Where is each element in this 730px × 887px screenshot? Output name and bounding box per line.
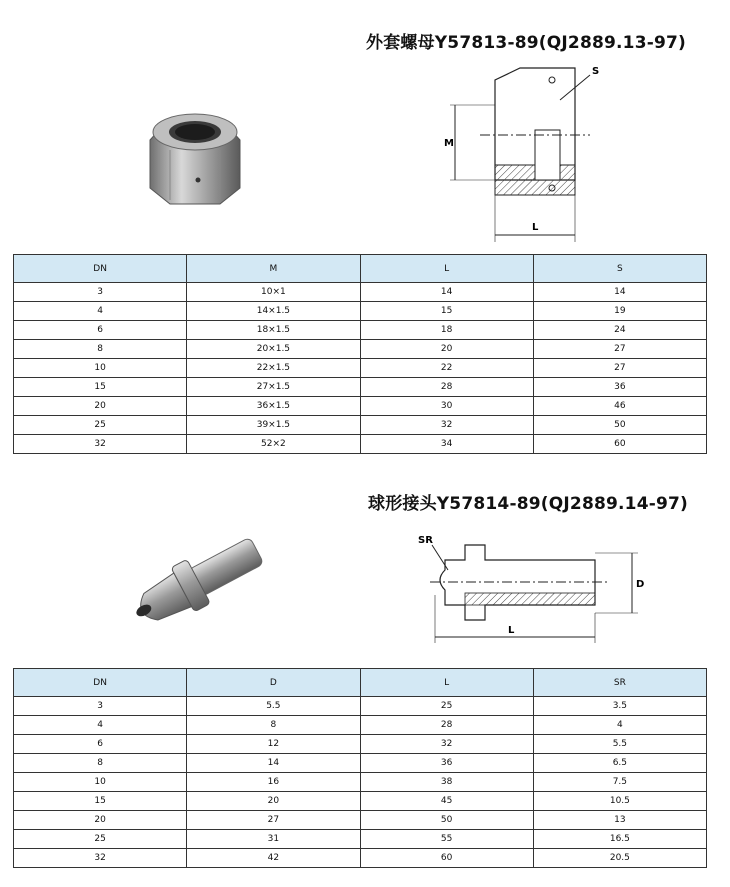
cell: 25 bbox=[14, 416, 187, 435]
cell: 46 bbox=[533, 397, 706, 416]
cell: 6.5 bbox=[533, 754, 706, 773]
header-cell: DN bbox=[14, 255, 187, 283]
cell: 20 bbox=[360, 340, 533, 359]
cell: 20.5 bbox=[533, 849, 706, 868]
cell: 52×2 bbox=[187, 435, 360, 454]
header-cell: SR bbox=[533, 669, 706, 697]
cell: 27×1.5 bbox=[187, 378, 360, 397]
ball-joint-spec-table bbox=[13, 668, 707, 868]
cell: 45 bbox=[360, 792, 533, 811]
cell: 4 bbox=[533, 716, 706, 735]
cell: 10 bbox=[14, 773, 187, 792]
table-row bbox=[14, 773, 707, 792]
cell: 7.5 bbox=[533, 773, 706, 792]
cell: 28 bbox=[360, 716, 533, 735]
cell: 22 bbox=[360, 359, 533, 378]
cell: 39×1.5 bbox=[187, 416, 360, 435]
cell: 27 bbox=[187, 811, 360, 830]
ball-joint-section-title: 球形接头Y57814-89(QJ2889.14-97) bbox=[368, 494, 689, 514]
table-row bbox=[14, 754, 707, 773]
cell: 36 bbox=[533, 378, 706, 397]
cell: 22×1.5 bbox=[187, 359, 360, 378]
nut-drawing bbox=[440, 60, 620, 250]
cell: 32 bbox=[360, 735, 533, 754]
cell: 36 bbox=[360, 754, 533, 773]
cell: 30 bbox=[360, 397, 533, 416]
header-cell: L bbox=[360, 255, 533, 283]
cell: 8 bbox=[187, 716, 360, 735]
cell: 5.5 bbox=[533, 735, 706, 754]
table-row bbox=[14, 830, 707, 849]
cell: 16.5 bbox=[533, 830, 706, 849]
cell: 25 bbox=[14, 830, 187, 849]
table-row bbox=[14, 416, 707, 435]
cell: 13 bbox=[533, 811, 706, 830]
table-row bbox=[14, 397, 707, 416]
cell: 20×1.5 bbox=[187, 340, 360, 359]
cell: 24 bbox=[533, 321, 706, 340]
cell: 6 bbox=[14, 735, 187, 754]
table-row bbox=[14, 302, 707, 321]
cell: 15 bbox=[14, 378, 187, 397]
table-row bbox=[14, 435, 707, 454]
cell: 55 bbox=[360, 830, 533, 849]
nut-photo bbox=[140, 100, 250, 210]
cell: 32 bbox=[14, 849, 187, 868]
cell: 60 bbox=[533, 435, 706, 454]
cell: 5.5 bbox=[187, 697, 360, 716]
cell: 6 bbox=[14, 321, 187, 340]
label-l: L bbox=[532, 222, 539, 233]
cell: 50 bbox=[533, 416, 706, 435]
label-m: M bbox=[444, 138, 454, 149]
cell: 12 bbox=[187, 735, 360, 754]
cell: 8 bbox=[14, 754, 187, 773]
header-cell: DN bbox=[14, 669, 187, 697]
label-d: D bbox=[636, 579, 645, 590]
cell: 20 bbox=[14, 397, 187, 416]
cell: 8 bbox=[14, 340, 187, 359]
cell: 27 bbox=[533, 340, 706, 359]
nut-spec-table bbox=[13, 254, 707, 454]
cell: 4 bbox=[14, 302, 187, 321]
cell: 28 bbox=[360, 378, 533, 397]
table-row bbox=[14, 340, 707, 359]
table-row bbox=[14, 849, 707, 868]
cell: 32 bbox=[360, 416, 533, 435]
cell: 19 bbox=[533, 302, 706, 321]
cell: 16 bbox=[187, 773, 360, 792]
cell: 14×1.5 bbox=[187, 302, 360, 321]
cell: 10.5 bbox=[533, 792, 706, 811]
cell: 4 bbox=[14, 716, 187, 735]
cell: 3 bbox=[14, 697, 187, 716]
cell: 20 bbox=[14, 811, 187, 830]
cell: 20 bbox=[187, 792, 360, 811]
cell: 36×1.5 bbox=[187, 397, 360, 416]
table-row bbox=[14, 359, 707, 378]
label-sr: SR bbox=[418, 535, 433, 546]
header-cell: M bbox=[187, 255, 360, 283]
cell: 14 bbox=[187, 754, 360, 773]
cell: 27 bbox=[533, 359, 706, 378]
cell: 38 bbox=[360, 773, 533, 792]
table-row bbox=[14, 378, 707, 397]
cell: 14 bbox=[360, 283, 533, 302]
cell: 42 bbox=[187, 849, 360, 868]
ball-joint-photo bbox=[116, 520, 276, 650]
cell: 18×1.5 bbox=[187, 321, 360, 340]
label-l: L bbox=[508, 625, 515, 636]
ball-joint-drawing bbox=[410, 525, 650, 650]
cell: 34 bbox=[360, 435, 533, 454]
table-row bbox=[14, 283, 707, 302]
table-row bbox=[14, 321, 707, 340]
cell: 32 bbox=[14, 435, 187, 454]
cell: 60 bbox=[360, 849, 533, 868]
table-row bbox=[14, 811, 707, 830]
table-row bbox=[14, 792, 707, 811]
table-row bbox=[14, 697, 707, 716]
cell: 10×1 bbox=[187, 283, 360, 302]
header-cell: L bbox=[360, 669, 533, 697]
cell: 10 bbox=[14, 359, 187, 378]
cell: 50 bbox=[360, 811, 533, 830]
cell: 14 bbox=[533, 283, 706, 302]
nut-section-title: 外套螺母Y57813-89(QJ2889.13-97) bbox=[366, 33, 687, 53]
cell: 18 bbox=[360, 321, 533, 340]
cell: 31 bbox=[187, 830, 360, 849]
label-s: S bbox=[592, 66, 600, 77]
cell: 3 bbox=[14, 283, 187, 302]
table-row bbox=[14, 716, 707, 735]
cell: 25 bbox=[360, 697, 533, 716]
header-cell: S bbox=[533, 255, 706, 283]
table-row bbox=[14, 735, 707, 754]
cell: 15 bbox=[14, 792, 187, 811]
cell: 3.5 bbox=[533, 697, 706, 716]
header-cell: D bbox=[187, 669, 360, 697]
cell: 15 bbox=[360, 302, 533, 321]
